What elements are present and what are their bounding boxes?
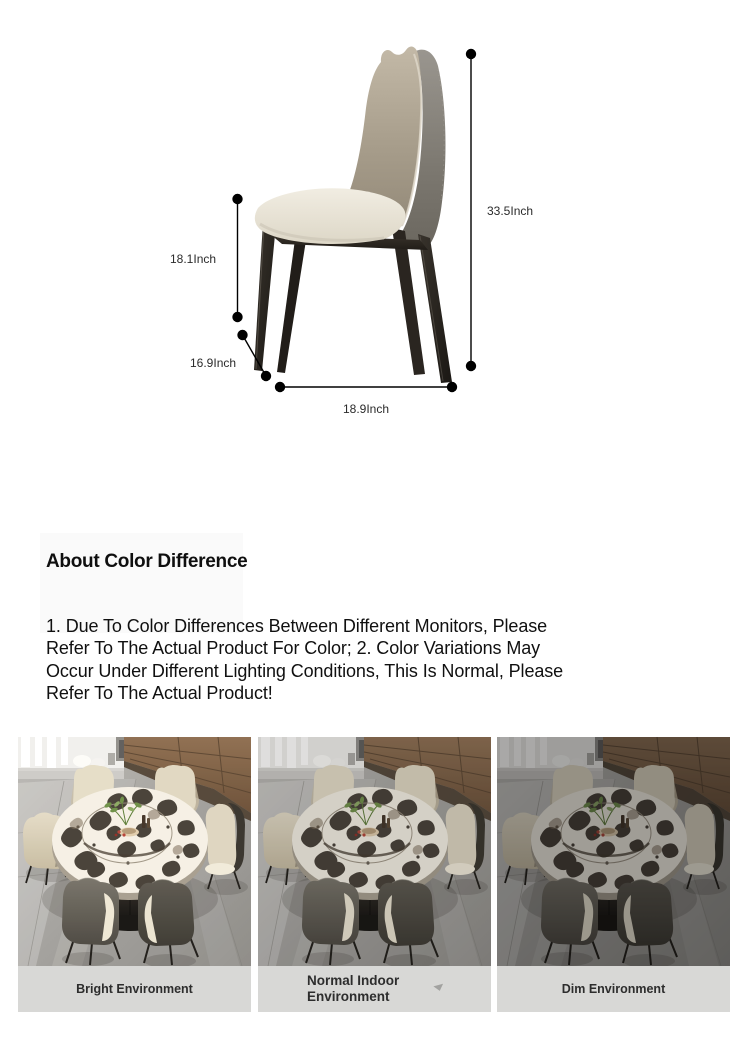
normal-indoor-environment-caption: [258, 966, 491, 1012]
note-line: Refer To The Actual Product For Color; 2. Color Variations May: [46, 638, 541, 659]
dim-environment-caption: [497, 966, 730, 1012]
normal-indoor-environment-photo: [258, 737, 491, 966]
environment-card-bright: [18, 737, 251, 1012]
note-line: 1. Due To Color Differences Between Different Monitors, Please: [46, 616, 548, 636]
caption-label: Normal Indoor Environment: [307, 973, 400, 1004]
chair-seat-cushion: [255, 188, 405, 244]
caption-label: Bright Environment: [76, 982, 193, 996]
speck-artifact: [433, 984, 444, 992]
bright-environment-photo: [18, 737, 251, 966]
dimension-label-back-height: 18.1Inch: [170, 252, 217, 266]
color-difference-note: [46, 615, 736, 704]
note-line: Refer To The Actual Product!: [46, 682, 273, 703]
note-line: Occur Under Different Lighting Conditions, This Is Normal, Please: [46, 660, 564, 681]
dim-environment-photo: [497, 737, 730, 966]
color-difference-title: About Color Difference: [46, 551, 248, 572]
dimension-label-width: 18.9Inch: [342, 402, 390, 416]
chair-photo-illustration: [0, 0, 750, 470]
dimension-label-total-height: 33.5Inch: [487, 204, 534, 218]
bright-environment-caption: [18, 966, 251, 1012]
dimension-label-depth: 16.9Inch: [190, 356, 237, 370]
chair-dimensions-figure: [0, 0, 750, 470]
caption-label: Dim Environment: [561, 982, 666, 996]
environment-card-normal-indoor: [258, 737, 491, 1012]
environment-card-dim: [497, 737, 730, 1012]
